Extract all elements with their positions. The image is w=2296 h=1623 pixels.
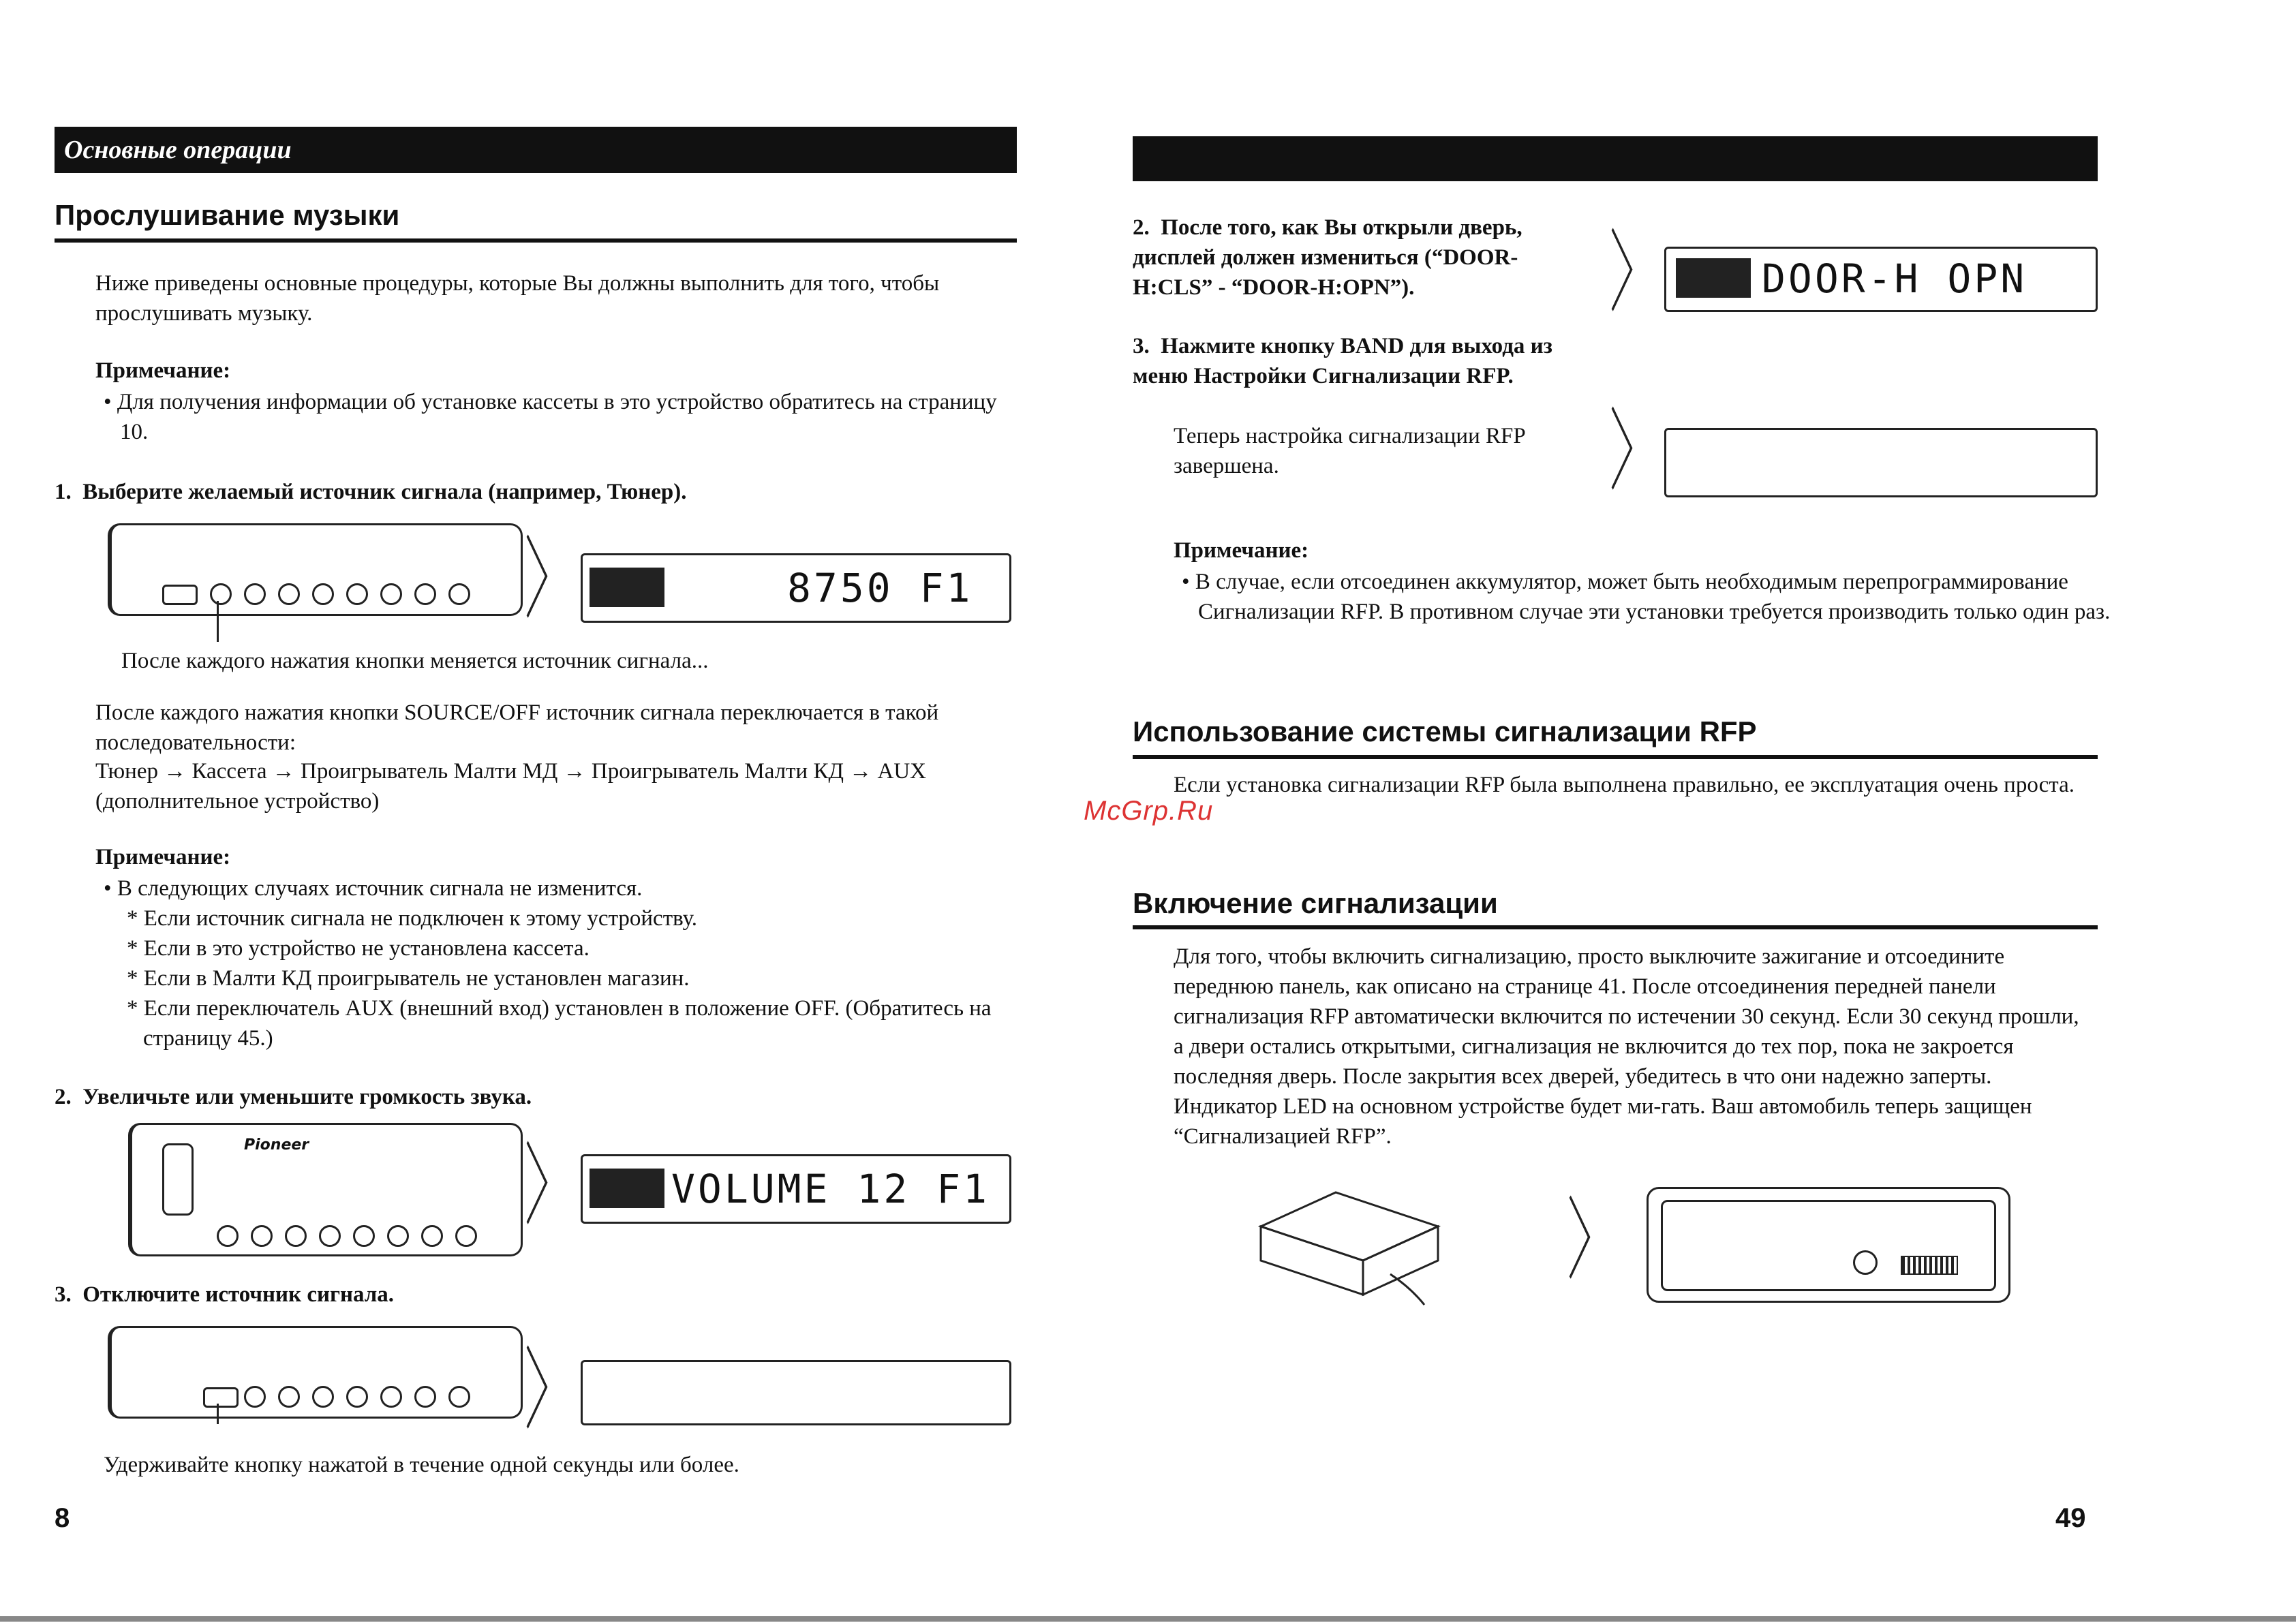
preset-knob: [217, 1225, 239, 1247]
preset-knob: [414, 1386, 436, 1408]
right-step2-num: 2.: [1133, 215, 1150, 240]
heading-alarm-on: Включение сигнализации: [1133, 887, 1498, 919]
note2-sub-text: Если в это устройство не установлена кассета.: [143, 936, 590, 961]
preset-knob: [448, 583, 470, 605]
preset-knob: [346, 583, 368, 605]
note2-sub-text: Если источник сигнала не подключен к этому устройству.: [143, 906, 698, 931]
detached-unit-inner: [1661, 1200, 1996, 1291]
right-note-title: Примечание:: [1174, 538, 1309, 563]
source-paragraph: После каждого нажатия кнопки SOURCE/OFF источник сигнала переключается в такой последовательности:: [95, 700, 939, 755]
lcd-graphic: [590, 568, 664, 607]
right-step3-text: Нажмите кнопку BAND для выхода из меню Настройки Сигнализации RFP.: [1133, 334, 1552, 388]
arrow-icon: 〉: [1567, 1188, 1617, 1292]
lcd-text-door: DOOR-H OPN: [1762, 256, 2027, 302]
right-step3-desc: Теперь настройка сигнализации RFP завершена.: [1174, 424, 1525, 478]
arrow-icon: 〉: [1610, 399, 1659, 503]
head-unit-illustration-3: [108, 1326, 517, 1428]
note2-sub-text: Если переключатель AUX (внешний вход) установлен в положение OFF. (Обратитесь на страницу 45.): [143, 996, 992, 1051]
preset-knob: [312, 1386, 334, 1408]
step1: [55, 477, 686, 507]
right-step2: [1133, 213, 1582, 303]
preset-knob: [278, 583, 300, 605]
note1-text: Для получения информации об установке кассеты в это устройство обратитесь на страницу 10.: [117, 390, 997, 444]
step1-num: 1.: [55, 480, 72, 504]
head-unit-illustration-1: [108, 523, 517, 619]
preset-knob: [421, 1225, 443, 1247]
step3: [55, 1280, 394, 1310]
arrow-icon: 〉: [1610, 221, 1659, 324]
heading-rfp-usage: Использование системы сигнализации RFP: [1133, 715, 1757, 747]
preset-knob: [455, 1225, 477, 1247]
preset-knob: [414, 583, 436, 605]
arrow-icon: 〉: [525, 1134, 574, 1237]
lcd-display-blank-right: [1664, 428, 2098, 497]
step3-text: Отключите источник сигнала.: [82, 1282, 395, 1307]
lcd-graphic: [590, 1169, 664, 1208]
heading-rule: [1133, 925, 2098, 929]
heading-rule: [55, 238, 1017, 243]
lcd-graphic: [1676, 258, 1751, 298]
source-button: [203, 1387, 239, 1408]
note2-title: Примечание:: [95, 845, 231, 869]
source-button: [162, 585, 198, 605]
preset-buttons: [217, 1225, 517, 1250]
lcd-display-1: [581, 553, 1011, 623]
lcd-text-1: 8750 F1: [787, 565, 973, 611]
alarm-on-paragraph: Для того, чтобы включить сигнализацию, просто выключите зажигание и отсоедините переднюю панель, как описано на странице 41. После отсоединения передней панели сигнализация RFP автоматически включится по истечении 30 секунд. Если 30 секунд прошли, а двери остались открытыми, сигнализация не включится до тех пор, пока не закроется последняя дверь. После закрытия всех дверей, убедитесь в что они надежно заперты. Индикатор LED на основном устройстве будет ми-гать. Ваш автомобиль теперь защищен “Сигнализацией RFP”.: [1174, 944, 2079, 1149]
caption-1: После каждого нажатия кнопки меняется источник сигнала...: [121, 649, 709, 673]
right-note-item: • В случае, если отсоединен аккумулятор, может быть необходимым перепрограммирование Сигнализации RFP. В противном случае эти установки требуется производить только один раз.: [1182, 570, 2111, 624]
note2-text: В следующих случаях источник сигнала не изменится.: [117, 876, 643, 901]
right-step3: [1133, 331, 1582, 391]
preset-knob: [210, 583, 232, 605]
rfp-paragraph: Если установка сигнализации RFP была выполнена правильно, ее эксплуатация очень проста.: [1174, 773, 2075, 797]
preset-knob: [448, 1386, 470, 1408]
arrow-icon: 〉: [525, 527, 574, 631]
preset-knob: [244, 1386, 266, 1408]
step2: [55, 1082, 532, 1112]
note1-title: Примечание:: [95, 358, 231, 383]
preset-buttons: [244, 1386, 517, 1411]
right-step2-text: После того, как Вы открыли дверь, дисплей должен измениться (“DOOR-H:CLS” - “DOOR-H:OPN”).: [1133, 215, 1522, 300]
step2-num: 2.: [55, 1085, 72, 1109]
preset-knob: [312, 583, 334, 605]
source-sequence: Тюнер → Кассета → Проигрыватель Малти МД → Проигрыватель Малти КД → AUX (дополнительное устройство): [95, 759, 926, 814]
preset-knob: [346, 1386, 368, 1408]
lcd-display-3-blank: [581, 1360, 1011, 1425]
preset-knob: [380, 1386, 402, 1408]
note2-sub-4: * Если переключатель AUX (внешний вход) установлен в положение OFF. (Обратитесь на страницу 45.): [127, 996, 992, 1051]
note2-sub-2: * Если в это устройство не установлена кассета.: [127, 936, 590, 961]
callout-line: [217, 601, 219, 642]
note2-item: • В следующих случаях источник сигнала не изменится.: [104, 876, 643, 901]
arrow-icon: 〉: [525, 1338, 574, 1442]
watermark: McGrp.Ru: [1084, 796, 1214, 826]
section-bar-right: [1133, 136, 2098, 181]
preset-knob: [319, 1225, 341, 1247]
page-heading-music: Прослушивание музыки: [55, 199, 400, 231]
vent-grille-icon: [1901, 1256, 1958, 1275]
panel-removal-drawing: [1254, 1186, 1458, 1308]
preset-knob: [387, 1225, 409, 1247]
heading-rule: [1133, 755, 2098, 759]
detached-unit-illustration: [1647, 1187, 2010, 1303]
section-bar-left: [55, 127, 1017, 173]
section-bar-title: Основные операции: [64, 136, 292, 164]
preset-knob: [353, 1225, 375, 1247]
note2-sub-1: * Если источник сигнала не подключен к этому устройству.: [127, 906, 698, 931]
right-step3-num: 3.: [1133, 334, 1150, 358]
step2-text: Увеличьте или уменьшите громкость звука.: [82, 1085, 532, 1109]
front-panel-removal-illustration: [1254, 1186, 1458, 1308]
head-unit-illustration-2: [108, 1123, 517, 1259]
led-indicator-icon: [1853, 1250, 1878, 1275]
preset-knob: [278, 1386, 300, 1408]
brand-logo: Pioneer: [244, 1137, 309, 1154]
page-number-left: 8: [55, 1503, 70, 1533]
page-number-right: 49: [2055, 1503, 2086, 1533]
lcd-display-door: [1664, 247, 2098, 312]
note2-sub-3: * Если в Малти КД проигрыватель не установлен магазин.: [127, 966, 690, 991]
callout-line: [217, 1404, 219, 1424]
preset-knob: [251, 1225, 273, 1247]
volume-control: [162, 1143, 194, 1216]
lcd-display-2: [581, 1154, 1011, 1224]
note1-item: • Для получения информации об установке кассеты в это устройство обратитесь на страницу 10.: [104, 390, 997, 444]
intro-paragraph: Ниже приведены основные процедуры, которые Вы должны выполнить для того, чтобы прослушивать музыку.: [95, 271, 940, 326]
note2-sub-text: Если в Малти КД проигрыватель не установлен магазин.: [143, 966, 690, 991]
preset-knob: [380, 583, 402, 605]
right-note-text: В случае, если отсоединен аккумулятор, может быть необходимым перепрограммирование Сигнализации RFP. В противном случае эти установки требуется производить только один раз.: [1195, 570, 2111, 624]
preset-knob: [244, 583, 266, 605]
lcd-text-2: VOLUME 12 F1: [671, 1166, 990, 1212]
preset-knob: [285, 1225, 307, 1247]
step3-num: 3.: [55, 1282, 72, 1307]
caption-3: Удерживайте кнопку нажатой в течение одной секунды или более.: [104, 1453, 739, 1477]
page-bottom-edge: [0, 1616, 2296, 1622]
step1-text: Выберите желаемый источник сигнала (например, Тюнер).: [82, 480, 687, 504]
preset-buttons: [210, 583, 510, 608]
